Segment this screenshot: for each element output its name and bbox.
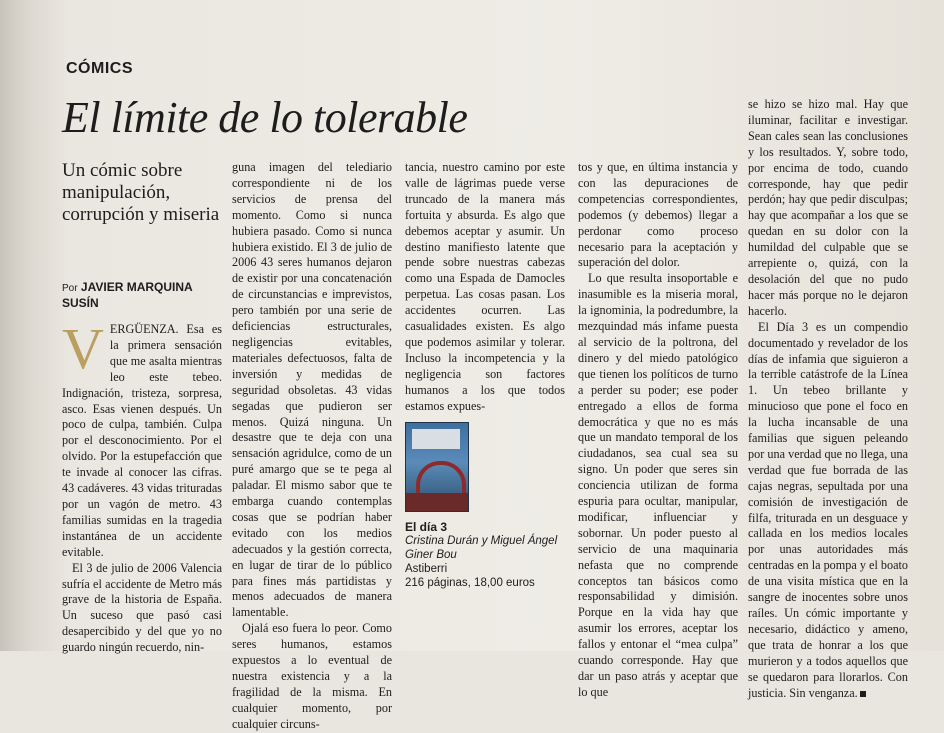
book-title: El día 3 (405, 520, 448, 534)
article-column-4 (578, 160, 738, 699)
article-column-1 (62, 316, 222, 655)
section-label: CÓMICS (66, 60, 133, 77)
article-paragraph (62, 316, 222, 561)
book-publisher: Astiberri (405, 563, 448, 575)
book-details: 216 páginas, 18,00 euros (405, 577, 535, 589)
end-mark-icon (860, 691, 866, 697)
headline: El límite de lo tolerable (62, 93, 468, 142)
book-cover-ground (406, 493, 468, 511)
article-paragraph: Lo que resulta insoportable e inasumible es la miseria moral, la ignominia, la podredumbre, la mezquindad más infame puesta al servicio de la poltrona, del dinero y del miedo patológico que tienen los políticos de turno a perder su poder; ese poder entregado a ellos de forma democrática y que no es más que un mandato temporal de los ciudadanos, sea cual sea su signo. Un poder que seres sin conciencia utilizan de forma espuria para ocultar, manipular, modificar, influenciar y sobornar. Un poder puesto al servicio de una maquinaria nefasta que no comprende conceptos tan básicos como responsabilidad y dimisión. Porque en la vida hay que asumir los errores, aceptar los fallos y entonar el “mea culpa” cuando corresponde. Hay que dar un paso atrás y aceptar que lo que (578, 271, 738, 699)
byline-author: JAVIER MARQUINA SUSÍN (62, 280, 193, 310)
article-column-3 (405, 160, 565, 413)
paragraph-text: El Día 3 es un compendio documentado y revelador de los días de infamia que siguieron a la terrible catástrofe de la Línea 1. Un tebeo brillante y minucioso que pone el foco en la lucha incansable de una familias que siguen peleando por una verdad que no llega, una verdad que fue borrada de las cajas negras, sepultada por una comisión de investigación de filfa, triturada en un desguace y callada en los medios locales por unas autoridades más centradas en la pompa y el boato de una visita mística que en la sangre de inocentes sobre unos raíles. Un cómic importante y necesario, didáctico y ameno, que trata de honrar a los que murieron y a todos aquellos que se quedaron para llorarlos. Con justicia. Sin venganza. (748, 319, 908, 700)
article-paragraph: Ojalá eso fuera lo peor. Como seres humanos, estamos expuestos a lo eventual de nuestra existencia y a la fragilidad de la misma. En cualquier momento, por cualquier circuns- (232, 621, 392, 731)
book-info (405, 520, 565, 590)
article-paragraph: se hizo se hizo mal. Hay que iluminar, facilitar e investigar. Sean cales sean las conclusiones y los resultados. Y, sobre todo, por encima de todo, cuando corresponde, hay que pedir perdón; hay que pedir disculpas; hay que acompañar a los que se quedan en su dolor con la humildad del culpable que se arrepiente o, quizá, con la desolación del que no pudo hacer más porque no le dejaron hacerlo. (748, 97, 908, 318)
article-paragraph: guna imagen del telediario correspondiente ni de los servicios de prensa del momento. Como si nunca hubiera pasado. Como si nunca hubiera existido. El 3 de julio de 2006 43 seres humanos dejaron de existir por una concatenación de circunstancias e imprevistos, pero también por una serie de deficiencias estructurales, negligencias evitables, materiales defectuosos, falta de inversión y medidas de seguridad obsoletas. 43 vidas segadas que pudieron ser menos. Quizá ninguna. Un desastre que te deja con una sensación agridulce, como de un puré amargo que se te pega al paladar. El mismo sabor que te embarga cuando contemplas cosas que se podrían haber evitado con los medios adecuados y la gestión correcta, en lugar de tirar de lo público para fines más partidistas y menos adecuados de manera lamentable. (232, 160, 392, 620)
article-paragraph: tos y que, en última instancia y con las depuraciones de competencias correspondientes, podemos (y debemos) llegar a perdonar como proceso necesario para la aceptación y superación del dolor. (578, 160, 738, 270)
article-paragraph (748, 320, 908, 702)
dropcap: V (62, 316, 104, 381)
subheadline: Un cómic sobre manipulación, corrupción y miseria (62, 160, 220, 225)
byline (62, 280, 222, 311)
book-cover-title-band (412, 429, 460, 449)
article-paragraph: tancia, nuestro camino por este valle de lágrimas puede verse truncado de la manera más fortuita y absurda. Es algo que debemos aceptar y asumir. Un destino manifiesto latente que pende sobre nuestras cabezas como una Espada de Damocles perpetua. Las cosas pasan. Los accidentes ocurren. Las casualidades existen. Es algo que podemos asimilar y tolerar. Incluso la incompetencia y la negligencia son factores humanos a los que todos estamos expues- (405, 160, 565, 413)
byline-prefix: Por (62, 283, 78, 294)
article-column-2 (232, 160, 392, 731)
paragraph-text: ERGÜENZA. Esa es la primera sensación que me asalta mientras leo este tebeo. Indignación, tristeza, sorpresa, asco. Esas vienen después. Un poco de culpa, también. Culpa por el desconocimiento. Por el olvido. Por la estupefacción que te invade al conocer las cifras. 43 cadáveres. 43 vidas trituradas por un vagón de metro. 43 familias sumidas en la tragedia instantánea de un accidente evitable. (62, 322, 222, 559)
article-paragraph: El 3 de julio de 2006 Valencia sufría el accidente de Metro más grave de la historia de España. Un suceso que pasó casi desapercibido y del que yo no guardo ningún recuerdo, nin- (62, 560, 222, 655)
article-column-5 (748, 97, 908, 700)
book-authors: Cristina Durán y Miguel Ángel Giner Bou (405, 535, 558, 561)
book-cover-image (405, 422, 469, 512)
